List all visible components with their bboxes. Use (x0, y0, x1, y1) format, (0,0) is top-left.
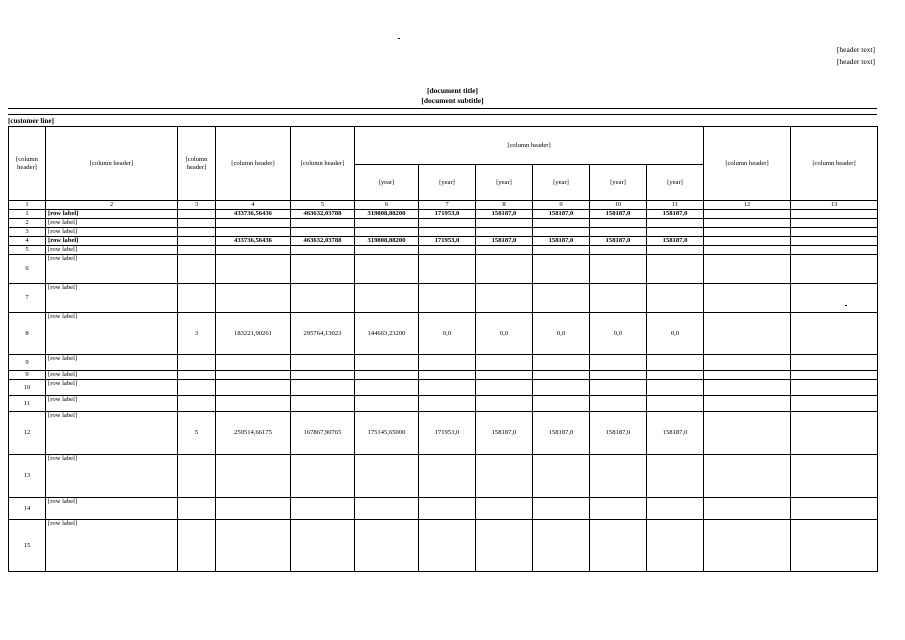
appendix-note (837, 44, 875, 68)
row-label: [row label] (46, 498, 178, 520)
header-year: [year] (590, 165, 647, 201)
row-year-value (476, 228, 533, 237)
row-year-value (533, 228, 590, 237)
document-title (0, 86, 905, 106)
row-year-value (355, 371, 419, 380)
header-recipients: [column header] (791, 127, 878, 201)
row-number: 8 (9, 313, 46, 355)
row-code (178, 246, 216, 255)
table-row (9, 371, 878, 380)
row-label: [row label] (46, 237, 178, 246)
row-year-value: 158187,0 (647, 412, 704, 455)
table-row (9, 396, 878, 412)
row-volume-2014 (291, 246, 355, 255)
table-row (9, 284, 878, 313)
row-number: 9 (9, 371, 46, 380)
row-year-value: 158187,0 (533, 210, 590, 219)
row-year-value (419, 355, 476, 371)
speck (398, 38, 400, 39)
header-name: [column header] (46, 127, 178, 201)
row-acts (704, 284, 791, 313)
row-code (178, 380, 216, 396)
row-acts (704, 520, 791, 572)
row-year-value (647, 228, 704, 237)
row-code (178, 219, 216, 228)
table-row (9, 520, 878, 572)
row-year-value: 0,0 (590, 313, 647, 355)
row-recipients (791, 520, 878, 572)
row-year-value (590, 498, 647, 520)
row-year-value: 171953,0 (419, 210, 476, 219)
row-volume-2013 (216, 246, 291, 255)
row-code: 3 (178, 313, 216, 355)
row-label: [row label] (46, 228, 178, 237)
appendix-line-1: [header text] (836, 45, 875, 54)
row-year-value (476, 520, 533, 572)
row-volume-2014 (291, 498, 355, 520)
table-row (9, 255, 878, 284)
row-label: [row label] (46, 219, 178, 228)
row-code (178, 255, 216, 284)
row-recipients (791, 396, 878, 412)
row-volume-2014 (291, 284, 355, 313)
row-volume-2014 (291, 380, 355, 396)
row-volume-2014 (291, 228, 355, 237)
row-year-value (590, 255, 647, 284)
row-code (178, 210, 216, 219)
row-year-value (419, 228, 476, 237)
row-volume-2013 (216, 498, 291, 520)
row-number: 9 (9, 355, 46, 371)
row-year-value (533, 498, 590, 520)
row-year-value (533, 396, 590, 412)
row-volume-2013 (216, 219, 291, 228)
row-year-value (533, 371, 590, 380)
row-year-value: 319808,88200 (355, 210, 419, 219)
row-year-value: 0,0 (533, 313, 590, 355)
row-year-value (476, 396, 533, 412)
row-label: [row label] (46, 455, 178, 498)
header-year: [year] (476, 165, 533, 201)
row-number: 14 (9, 498, 46, 520)
header-year: [year] (533, 165, 590, 201)
header-code: [column header] (178, 127, 216, 201)
table-row (9, 237, 878, 246)
row-year-value (419, 284, 476, 313)
row-volume-2013 (216, 228, 291, 237)
row-year-value (533, 246, 590, 255)
divider (8, 108, 877, 109)
row-number: 1 (9, 210, 46, 219)
row-acts (704, 355, 791, 371)
row-volume-2014: 295764,13023 (291, 313, 355, 355)
row-volume-2014 (291, 371, 355, 380)
row-year-value (476, 371, 533, 380)
row-label: [row label] (46, 313, 178, 355)
row-year-value (476, 246, 533, 255)
row-year-value: 158187,0 (590, 237, 647, 246)
row-year-value (590, 355, 647, 371)
row-year-value (590, 455, 647, 498)
row-year-value (647, 455, 704, 498)
row-code (178, 498, 216, 520)
row-year-value: 158187,0 (476, 237, 533, 246)
table-row (9, 228, 878, 237)
col-number: 3 (178, 201, 216, 210)
row-volume-2014 (291, 396, 355, 412)
row-year-value (419, 455, 476, 498)
header-num: [column header] (9, 127, 46, 201)
row-year-value: 158187,0 (476, 210, 533, 219)
col-number: 4 (216, 201, 291, 210)
col-number: 11 (647, 201, 704, 210)
row-recipients (791, 284, 878, 313)
row-volume-2013: 250514,66175 (216, 412, 291, 455)
row-year-value (533, 284, 590, 313)
row-volume-2013 (216, 355, 291, 371)
row-number: 2 (9, 219, 46, 228)
row-year-value: 0,0 (419, 313, 476, 355)
row-number: 5 (9, 246, 46, 255)
row-label: [row label] (46, 210, 178, 219)
row-year-value (419, 380, 476, 396)
row-label: [row label] (46, 284, 178, 313)
row-volume-2013 (216, 380, 291, 396)
row-label: [row label] (46, 371, 178, 380)
row-year-value: 175145,65000 (355, 412, 419, 455)
header-year: [year] (647, 165, 704, 201)
row-volume-2013 (216, 255, 291, 284)
col-number: 13 (791, 201, 878, 210)
header-year: [year] (419, 165, 476, 201)
row-code (178, 396, 216, 412)
row-acts (704, 237, 791, 246)
row-volume-2013: 183221,90261 (216, 313, 291, 355)
row-code (178, 228, 216, 237)
row-year-value: 158187,0 (476, 412, 533, 455)
row-year-value (355, 455, 419, 498)
row-recipients (791, 313, 878, 355)
activities-table (8, 126, 878, 572)
row-year-value (355, 219, 419, 228)
row-acts (704, 396, 791, 412)
row-year-value (419, 520, 476, 572)
row-number: 12 (9, 412, 46, 455)
row-year-value (355, 228, 419, 237)
row-code (178, 355, 216, 371)
row-code (178, 284, 216, 313)
table-row (9, 219, 878, 228)
row-recipients (791, 412, 878, 455)
table-row (9, 455, 878, 498)
row-year-value (647, 355, 704, 371)
row-year-value: 319808,88200 (355, 237, 419, 246)
row-year-value (419, 371, 476, 380)
col-number: 1 (9, 201, 46, 210)
row-recipients (791, 246, 878, 255)
row-year-value (590, 371, 647, 380)
row-year-value: 171953,0 (419, 412, 476, 455)
row-code (178, 455, 216, 498)
row-label: [row label] (46, 255, 178, 284)
row-year-value (647, 371, 704, 380)
row-year-value (590, 219, 647, 228)
state-customer-line: [customer line] (8, 117, 54, 125)
row-year-value (476, 380, 533, 396)
row-year-value (533, 520, 590, 572)
header-volume-2013: [column header] (216, 127, 291, 201)
row-volume-2014 (291, 219, 355, 228)
row-volume-2013 (216, 284, 291, 313)
row-year-value (533, 455, 590, 498)
row-year-value (647, 498, 704, 520)
row-acts (704, 380, 791, 396)
row-recipients (791, 210, 878, 219)
appendix-line-2: [header text] (836, 57, 875, 66)
header-year: [year] (355, 165, 419, 201)
row-year-value (590, 246, 647, 255)
table-row (9, 380, 878, 396)
row-label: [row label] (46, 412, 178, 455)
row-year-value: 0,0 (476, 313, 533, 355)
row-volume-2013 (216, 396, 291, 412)
row-year-value (647, 246, 704, 255)
divider (8, 114, 877, 115)
row-year-value: 158187,0 (590, 210, 647, 219)
row-acts (704, 371, 791, 380)
row-year-value (419, 498, 476, 520)
row-year-value (647, 255, 704, 284)
row-acts (704, 246, 791, 255)
row-acts (704, 210, 791, 219)
header-acts: [column header] (704, 127, 791, 201)
row-year-value: 158187,0 (533, 412, 590, 455)
row-year-value (647, 219, 704, 228)
row-year-value (419, 219, 476, 228)
row-volume-2014: 463632,03788 (291, 210, 355, 219)
row-volume-2014: 463632,03788 (291, 237, 355, 246)
row-year-value (476, 219, 533, 228)
row-year-value (647, 520, 704, 572)
row-year-value (476, 498, 533, 520)
row-recipients (791, 219, 878, 228)
row-recipients (791, 371, 878, 380)
row-year-value: 158187,0 (647, 210, 704, 219)
row-year-value (355, 284, 419, 313)
row-acts (704, 498, 791, 520)
header-volume-2014: [column header] (291, 127, 355, 201)
row-number: 11 (9, 396, 46, 412)
row-recipients (791, 237, 878, 246)
row-year-value (533, 380, 590, 396)
row-recipients (791, 228, 878, 237)
row-volume-2014 (291, 520, 355, 572)
column-numbers-row (9, 201, 878, 210)
table-row (9, 412, 878, 455)
row-acts (704, 228, 791, 237)
row-year-value (590, 520, 647, 572)
row-volume-2014 (291, 355, 355, 371)
row-code (178, 371, 216, 380)
row-acts (704, 455, 791, 498)
table-row (9, 355, 878, 371)
table-row (9, 498, 878, 520)
row-code: 5 (178, 412, 216, 455)
col-number: 5 (291, 201, 355, 210)
row-year-value (647, 284, 704, 313)
row-acts (704, 313, 791, 355)
row-recipients (791, 380, 878, 396)
row-year-value (647, 396, 704, 412)
title-line-2: [document subtitle] (421, 96, 484, 105)
row-label: [row label] (46, 355, 178, 371)
row-number: 7 (9, 284, 46, 313)
row-acts (704, 219, 791, 228)
row-year-value (355, 255, 419, 284)
row-year-value (533, 355, 590, 371)
row-recipients (791, 355, 878, 371)
row-acts (704, 255, 791, 284)
col-number: 9 (533, 201, 590, 210)
col-number: 2 (46, 201, 178, 210)
row-recipients (791, 455, 878, 498)
row-year-value (355, 380, 419, 396)
row-code (178, 237, 216, 246)
row-year-value (533, 219, 590, 228)
row-year-value (355, 520, 419, 572)
table-row (9, 313, 878, 355)
table-row (9, 246, 878, 255)
row-volume-2013 (216, 520, 291, 572)
row-year-value (647, 380, 704, 396)
row-year-value: 0,0 (647, 313, 704, 355)
row-year-value (590, 396, 647, 412)
row-year-value (476, 455, 533, 498)
row-volume-2014 (291, 455, 355, 498)
row-year-value (590, 228, 647, 237)
title-line-1: [document title] (426, 86, 479, 95)
row-volume-2013: 433736,56436 (216, 237, 291, 246)
row-label: [row label] (46, 396, 178, 412)
row-year-value: 158187,0 (533, 237, 590, 246)
row-year-value: 158187,0 (647, 237, 704, 246)
row-number: 15 (9, 520, 46, 572)
row-volume-2014 (291, 255, 355, 284)
row-label: [row label] (46, 246, 178, 255)
row-number: 3 (9, 228, 46, 237)
row-year-value: 158187,0 (590, 412, 647, 455)
row-volume-2014: 167867,90765 (291, 412, 355, 455)
col-number: 7 (419, 201, 476, 210)
col-number: 6 (355, 201, 419, 210)
row-year-value (533, 255, 590, 284)
row-number: 10 (9, 380, 46, 396)
row-year-value: 144663,23200 (355, 313, 419, 355)
row-year-value (476, 355, 533, 371)
row-code (178, 520, 216, 572)
row-year-value (355, 396, 419, 412)
row-year-value (590, 284, 647, 313)
table-row (9, 210, 878, 219)
header-proposals: [column header] (355, 127, 704, 165)
row-year-value: 171953,0 (419, 237, 476, 246)
row-volume-2013 (216, 455, 291, 498)
row-number: 4 (9, 237, 46, 246)
row-recipients (791, 255, 878, 284)
row-label: [row label] (46, 380, 178, 396)
row-year-value (355, 355, 419, 371)
row-volume-2013: 433736,56436 (216, 210, 291, 219)
row-year-value (419, 255, 476, 284)
row-year-value (476, 255, 533, 284)
row-acts (704, 412, 791, 455)
col-number: 8 (476, 201, 533, 210)
row-number: 13 (9, 455, 46, 498)
col-number: 12 (704, 201, 791, 210)
row-year-value (355, 246, 419, 255)
row-year-value (590, 380, 647, 396)
row-year-value (419, 396, 476, 412)
row-recipients (791, 498, 878, 520)
row-number: 6 (9, 255, 46, 284)
row-year-value (355, 498, 419, 520)
row-label: [row label] (46, 520, 178, 572)
col-number: 10 (590, 201, 647, 210)
row-year-value (476, 284, 533, 313)
row-year-value (419, 246, 476, 255)
row-volume-2013 (216, 371, 291, 380)
